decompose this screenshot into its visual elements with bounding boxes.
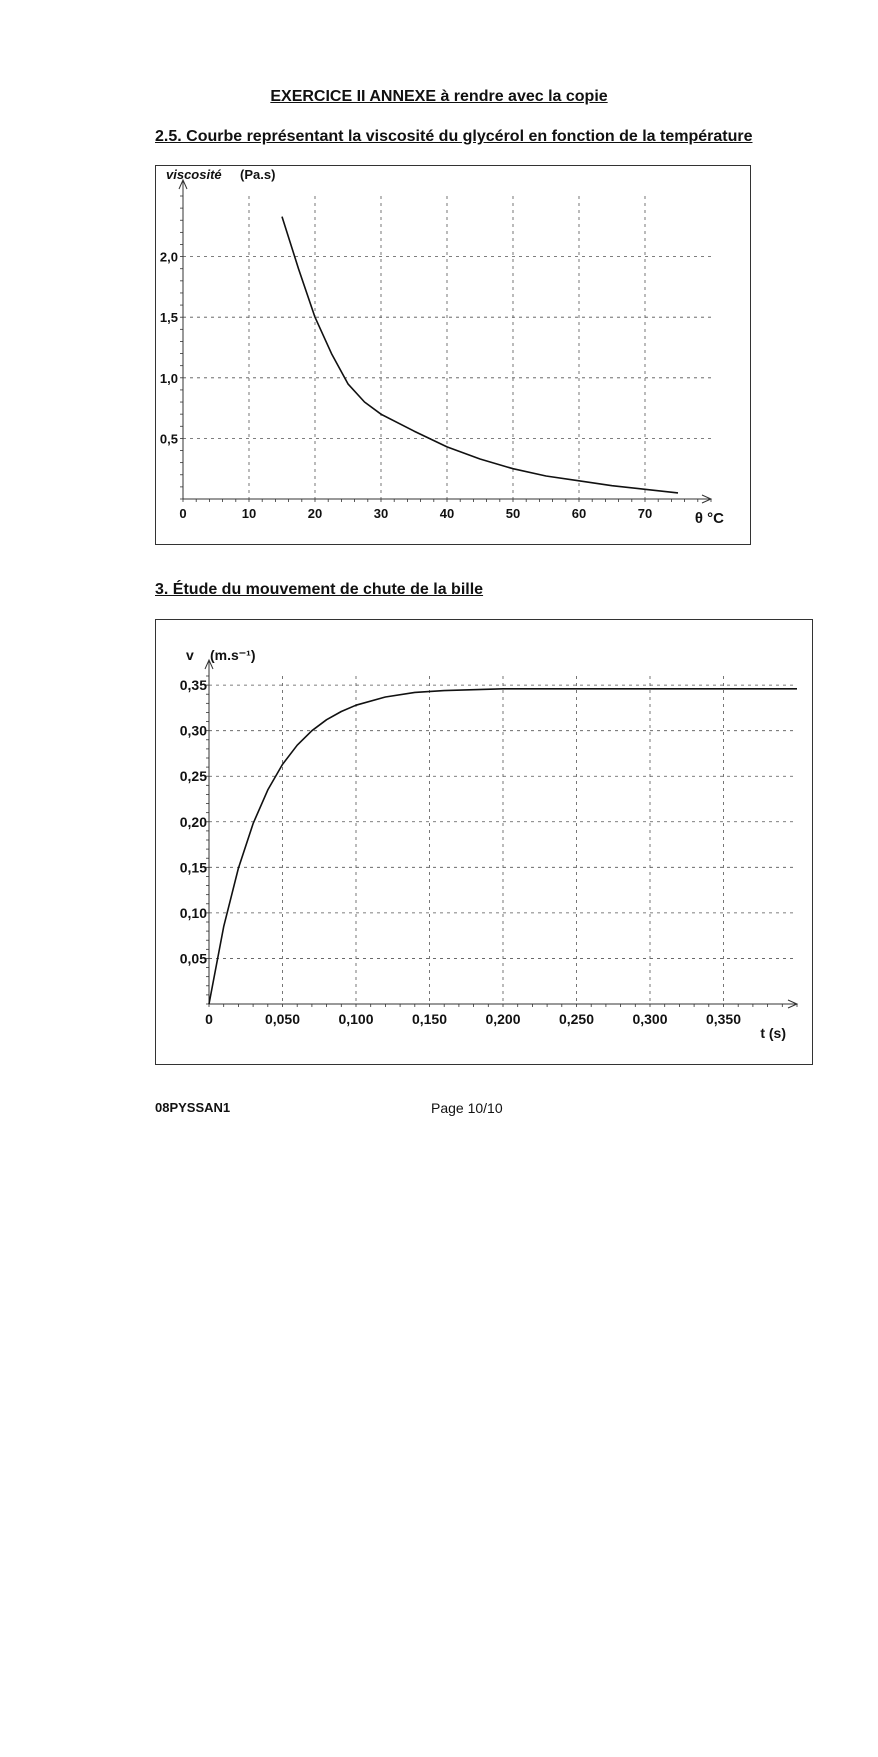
velocity-chart-frame — [155, 619, 813, 1065]
x-tick-label: 0 — [205, 1011, 213, 1027]
y-tick-label: 0,20 — [179, 813, 207, 830]
section-viscosity-heading: 2.5. Courbe représentant la viscosité du glycérol en fonction de la température — [155, 128, 753, 145]
exercise-title: EXERCICE II ANNEXE à rendre avec la copie — [270, 88, 608, 105]
x-tick-label: 0,050 — [264, 1011, 301, 1027]
y-tick-label: 0,5 — [159, 431, 178, 447]
x-tick-label: 0,350 — [705, 1011, 742, 1027]
x-tick-label: 0,300 — [632, 1011, 668, 1027]
x-tick-label: 0,150 — [411, 1011, 448, 1027]
y-tick-label: 0,10 — [179, 904, 207, 921]
y-tick-label: 0,05 — [179, 950, 207, 967]
x-tick-label: 0,200 — [485, 1011, 521, 1027]
y-tick-label: 2,0 — [159, 249, 178, 265]
viscosity-chart-frame — [155, 165, 751, 545]
y-tick-label: 0,15 — [179, 859, 207, 876]
y-axis-label: viscosité — [166, 167, 222, 182]
page-number: Page 10/10 — [431, 1100, 503, 1116]
x-tick-label: 60 — [571, 506, 587, 521]
y-tick-label: 0,35 — [179, 677, 207, 694]
x-tick-label: 0 — [179, 506, 187, 521]
data-curve — [282, 217, 678, 493]
x-axis-label: θ °C — [694, 510, 724, 527]
y-axis-unit: (Pa.s) — [240, 167, 276, 182]
y-tick-label: 1,0 — [159, 370, 178, 386]
velocity-chart — [156, 620, 814, 1066]
x-tick-label: 10 — [241, 506, 257, 521]
y-axis-unit: (m.s⁻¹) — [210, 647, 256, 663]
y-tick-label: 0,30 — [179, 722, 207, 739]
viscosity-chart — [156, 166, 752, 546]
x-tick-label: 40 — [439, 506, 455, 521]
x-tick-label: 20 — [307, 506, 323, 521]
y-axis-label: v — [186, 647, 194, 663]
exam-code: 08PYSSAN1 — [155, 1100, 231, 1115]
x-tick-label: 50 — [505, 506, 521, 521]
x-tick-label: 70 — [637, 506, 653, 521]
y-tick-label: 1,5 — [159, 310, 178, 326]
x-tick-label: 0,250 — [558, 1011, 595, 1027]
x-tick-label: 0,100 — [338, 1011, 374, 1027]
y-tick-label: 0,25 — [179, 768, 207, 785]
x-tick-label: 30 — [373, 506, 389, 521]
section-fall-heading: 3. Étude du mouvement de chute de la bille — [155, 581, 484, 598]
x-axis-label: t (s) — [760, 1025, 786, 1041]
